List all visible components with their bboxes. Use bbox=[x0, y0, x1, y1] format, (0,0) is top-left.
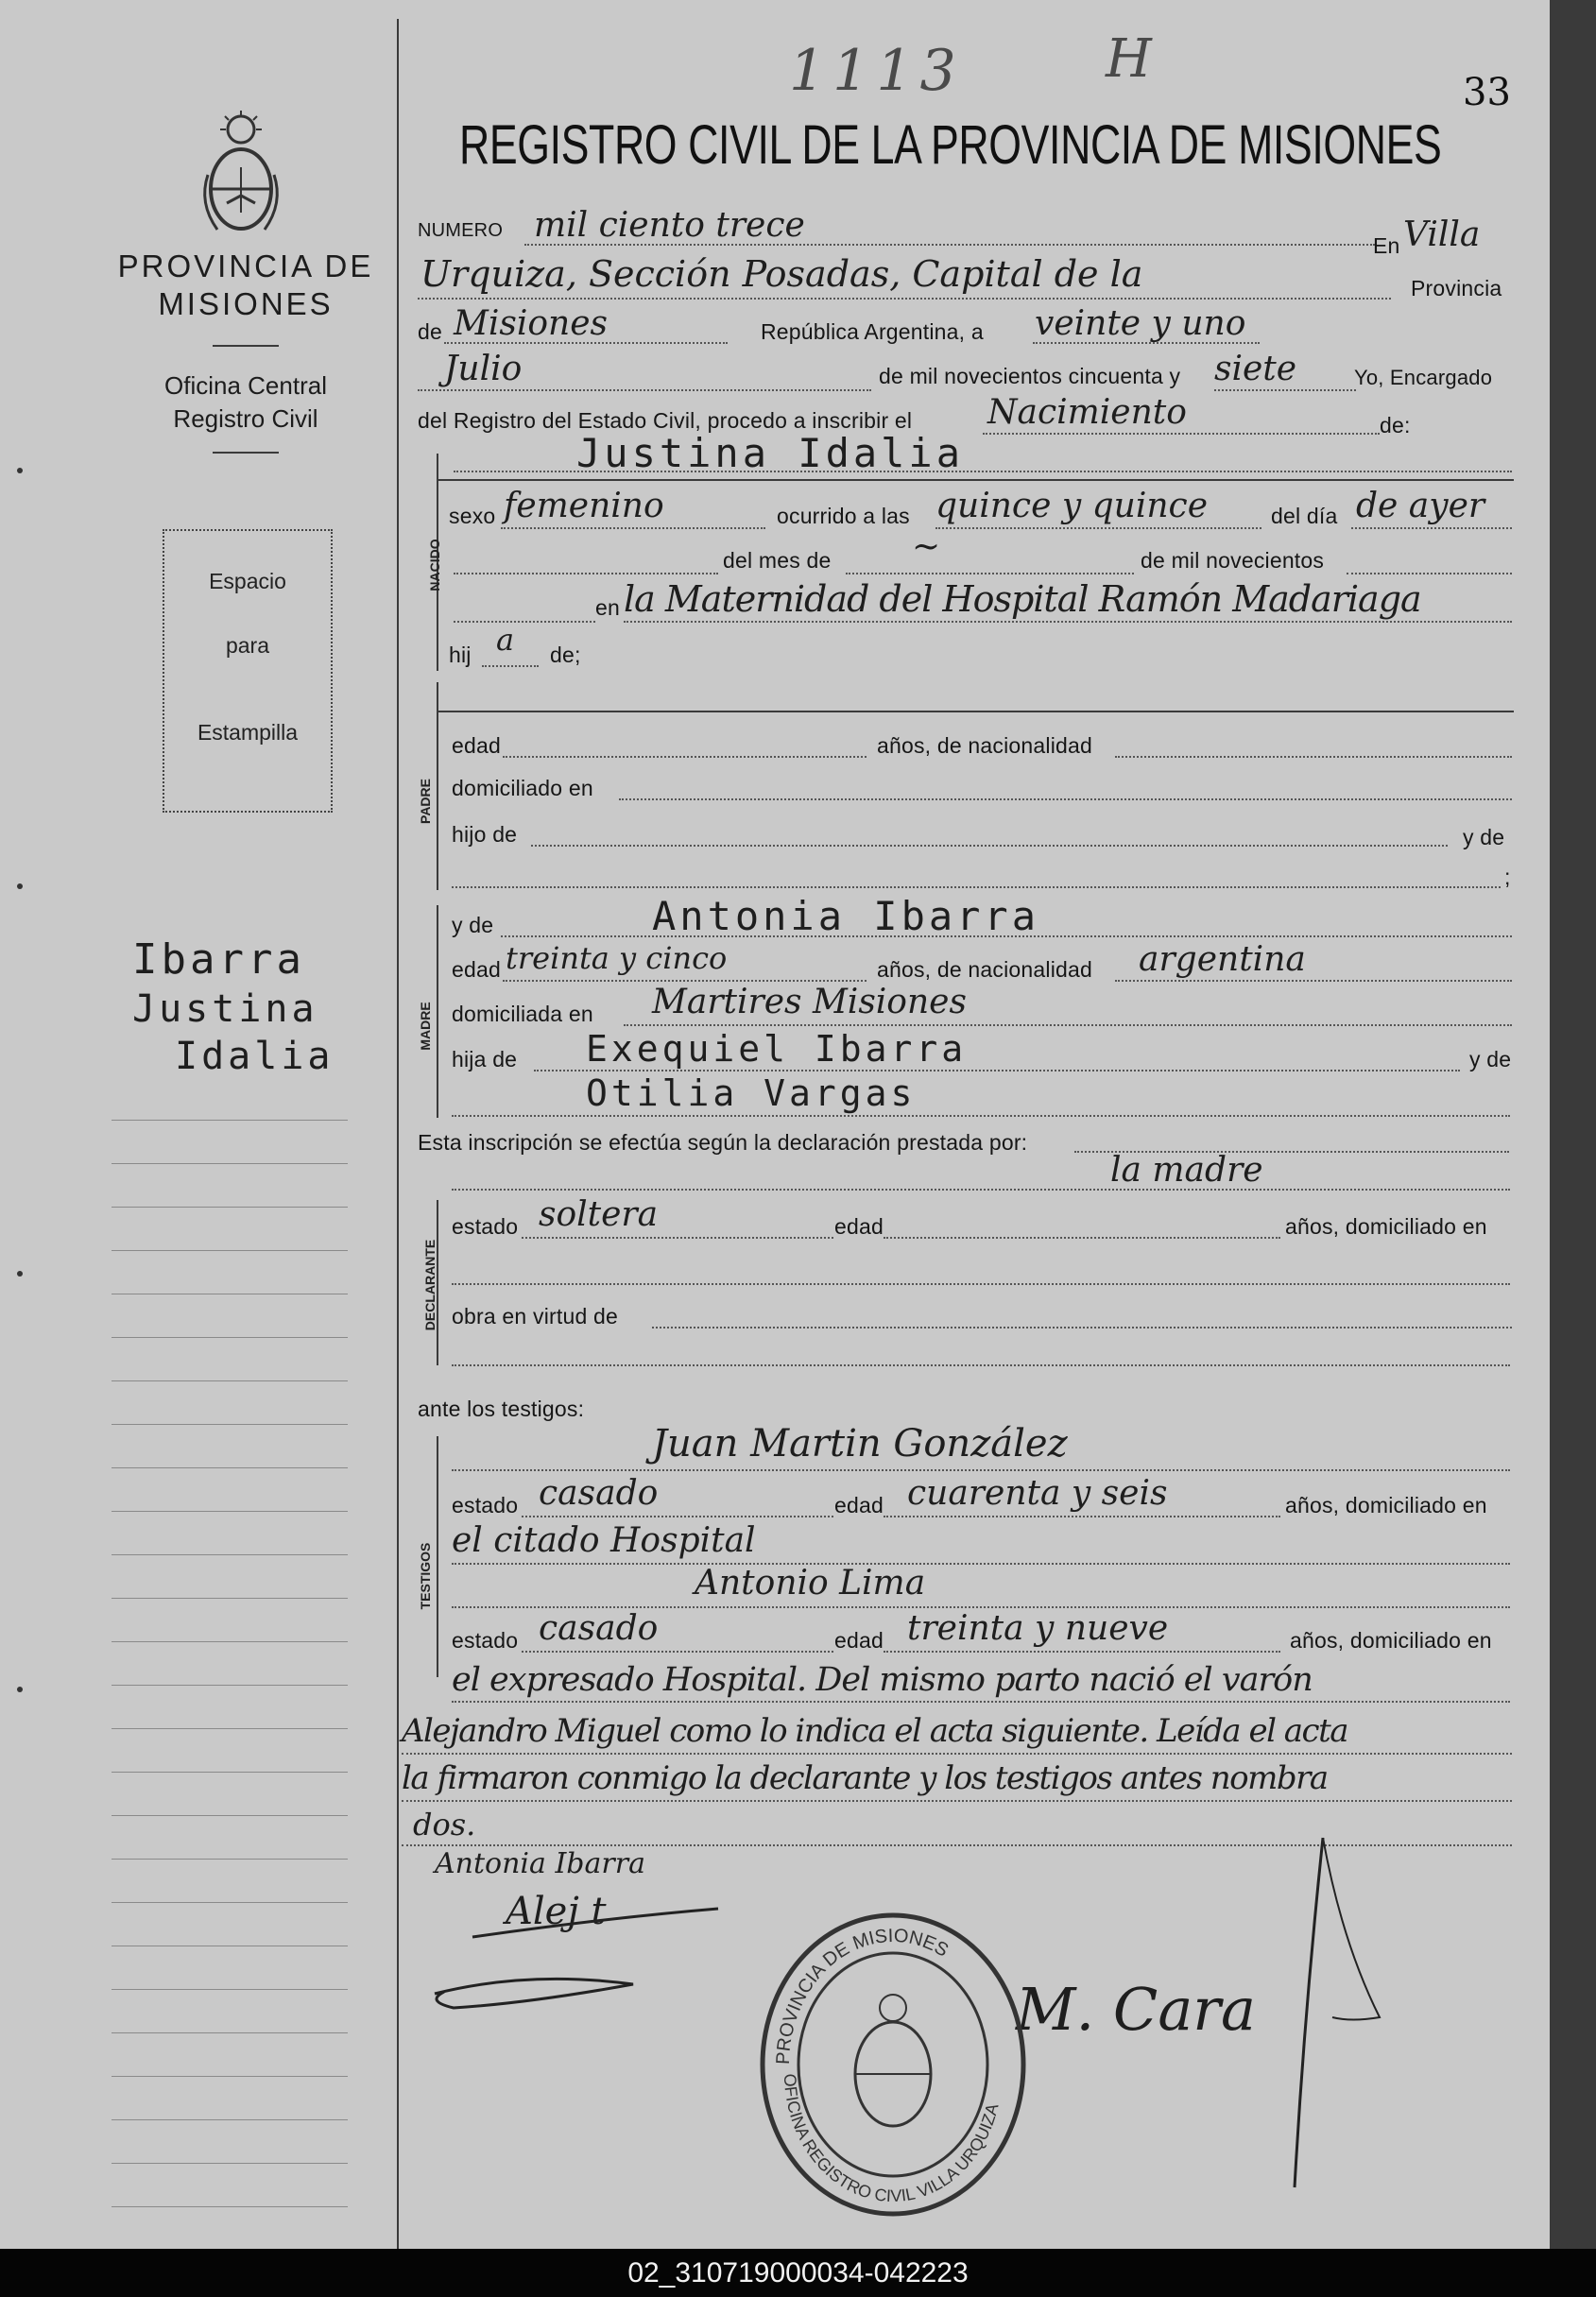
margin-rule bbox=[112, 1424, 348, 1425]
madre-section-label: MADRE bbox=[418, 1002, 433, 1051]
rule bbox=[1115, 756, 1512, 758]
margin-rule bbox=[112, 1207, 348, 1208]
hora-value: quince y quince bbox=[935, 487, 1209, 525]
margin-rule bbox=[112, 1554, 348, 1555]
rule bbox=[452, 1606, 1510, 1608]
signature-flourish bbox=[416, 1880, 794, 2031]
section-top-rule bbox=[437, 479, 1514, 481]
rule bbox=[522, 1237, 833, 1239]
republica-label: República Argentina, a bbox=[761, 319, 984, 344]
margin-rule bbox=[112, 1467, 348, 1468]
section-top-rule bbox=[437, 711, 1514, 712]
stamp-box-line3: Estampilla bbox=[197, 720, 299, 745]
section-bracket bbox=[437, 682, 438, 890]
birthplace-value: la Maternidad del Hospital Ramón Madariaga bbox=[624, 578, 1421, 620]
witness1-domicilio: el citado Hospital bbox=[452, 1521, 756, 1560]
madre-domicilio-label: domiciliada en bbox=[452, 1002, 593, 1026]
witness2-edad-value: treinta y nueve bbox=[907, 1609, 1169, 1648]
binding-mark bbox=[17, 1687, 23, 1692]
note-line1: Alejandro Miguel como lo indica el acta siguiente. Leída el acta bbox=[402, 1712, 1348, 1750]
month-value: Julio bbox=[444, 350, 523, 388]
padre-hijo-label: hijo de bbox=[452, 822, 518, 847]
rule bbox=[652, 1327, 1512, 1328]
rule bbox=[846, 573, 1134, 574]
dia-label: del día bbox=[1271, 504, 1338, 528]
binding-mark bbox=[17, 883, 23, 889]
rule bbox=[452, 1364, 1510, 1366]
column-divider bbox=[397, 19, 399, 2249]
madre-yde-label: y de bbox=[452, 913, 494, 937]
madre-hija-label: hija de bbox=[452, 1047, 518, 1071]
witness2-estado-label: estado bbox=[452, 1628, 519, 1653]
margin-rule bbox=[112, 2076, 348, 2077]
encargado-label: Yo, Encargado bbox=[1354, 366, 1493, 389]
margin-rule bbox=[112, 1902, 348, 1903]
document-title: REGISTRO CIVIL DE LA PROVINCIA DE MISIONES bbox=[459, 114, 1442, 176]
rule bbox=[402, 1753, 1512, 1755]
margin-rule bbox=[112, 2119, 348, 2120]
rule bbox=[624, 621, 1512, 623]
margin-rule bbox=[112, 2206, 348, 2207]
rule bbox=[983, 433, 1380, 435]
madre-edad-label: edad bbox=[452, 957, 501, 982]
signature-stroke bbox=[1247, 1828, 1417, 2206]
witness1-edad-label: edad bbox=[834, 1493, 884, 1517]
witness2-edad-label: edad bbox=[834, 1628, 884, 1653]
en-value: Villa bbox=[1403, 215, 1481, 254]
mes-label: del mes de bbox=[723, 548, 832, 573]
signature-mother: Antonia Ibarra bbox=[435, 1847, 645, 1880]
margin-rule bbox=[112, 1250, 348, 1251]
rule bbox=[452, 1115, 1510, 1117]
margin-given-name: Justina bbox=[132, 987, 318, 1031]
province-heading: PROVINCIA DE MISIONES bbox=[117, 249, 374, 321]
padre-semicolon: ; bbox=[1504, 865, 1511, 889]
witness1-edad-value: cuarenta y seis bbox=[907, 1474, 1168, 1513]
handwritten-record-number: 1113 bbox=[789, 38, 964, 104]
section-bracket bbox=[437, 1436, 438, 1677]
hij-label: hij bbox=[449, 643, 472, 667]
office-line2: Registro Civil bbox=[173, 404, 318, 433]
rule bbox=[454, 621, 595, 623]
handwritten-letter: H bbox=[1106, 28, 1152, 90]
madre-domicilio-value: Martires Misiones bbox=[652, 983, 967, 1021]
rule bbox=[935, 527, 1261, 529]
rule bbox=[501, 527, 765, 529]
madre-mother-name: Otilia Vargas bbox=[586, 1072, 917, 1114]
sexo-label: sexo bbox=[449, 504, 496, 528]
witness2-estado-value: casado bbox=[539, 1609, 659, 1648]
margin-rule bbox=[112, 1685, 348, 1686]
rule bbox=[503, 756, 867, 758]
date-value: veinte y uno bbox=[1035, 304, 1246, 343]
margin-rule bbox=[112, 1337, 348, 1338]
rule bbox=[884, 1651, 1280, 1653]
rule bbox=[482, 665, 539, 667]
provincia-label: Provincia bbox=[1411, 276, 1502, 300]
signature-witness: Alej t bbox=[506, 1890, 607, 1933]
madre-father-name: Exequiel Ibarra bbox=[586, 1028, 968, 1070]
ocurrido-label: ocurrido a las bbox=[777, 504, 910, 528]
rule bbox=[619, 798, 1512, 800]
margin-surname: Ibarra bbox=[132, 935, 305, 984]
year-value: siete bbox=[1214, 350, 1297, 388]
witness2-name: Antonio Lima bbox=[695, 1564, 926, 1603]
declaracion-intro: Esta inscripción se efectúa según la declaración prestada por: bbox=[418, 1130, 1028, 1155]
margin-rule bbox=[112, 1380, 348, 1381]
padre-anios-label: años, de nacionalidad bbox=[877, 733, 1092, 758]
padre-section-label: PADRE bbox=[418, 779, 433, 824]
page-edge bbox=[1550, 0, 1596, 2249]
official-seal bbox=[756, 1909, 1030, 2220]
rule bbox=[452, 1469, 1510, 1471]
rule bbox=[522, 1516, 833, 1517]
rule bbox=[884, 1516, 1280, 1517]
rule bbox=[452, 1283, 1510, 1285]
margin-rule bbox=[112, 1815, 348, 1816]
rule bbox=[624, 1024, 1512, 1026]
signature-officer: M. Cara bbox=[1016, 1975, 1256, 2044]
rule bbox=[454, 573, 718, 574]
madre-nacionalidad: argentina bbox=[1139, 940, 1306, 979]
madre-anios-label: años, de nacionalidad bbox=[877, 957, 1092, 982]
hij-suffix: de; bbox=[550, 643, 581, 667]
section-bracket bbox=[437, 905, 438, 1118]
page-number: 33 bbox=[1463, 71, 1511, 114]
mes-value: ~ bbox=[912, 527, 941, 566]
coat-of-arms-emblem bbox=[194, 109, 288, 241]
separator bbox=[213, 452, 279, 454]
witness2-anios-label: años, domiciliado en bbox=[1290, 1628, 1492, 1653]
margin-rule bbox=[112, 1859, 348, 1860]
numero-value: mil ciento trece bbox=[534, 206, 805, 245]
registro-value: Nacimiento bbox=[987, 393, 1187, 432]
rule bbox=[522, 1651, 833, 1653]
scan-code: 02_310719000034-042223 bbox=[0, 2249, 1596, 2297]
rule bbox=[531, 845, 1448, 847]
witness1-estado-label: estado bbox=[452, 1493, 519, 1517]
rule bbox=[1347, 573, 1512, 574]
margin-rule bbox=[112, 1728, 348, 1729]
rule bbox=[1115, 980, 1512, 982]
padre-edad-label: edad bbox=[452, 733, 501, 758]
declarante-value: la madre bbox=[1110, 1151, 1263, 1190]
declarante-estado-value: soltera bbox=[539, 1195, 659, 1234]
note-line2: la firmaron conmigo la declarante y los testigos antes nombra bbox=[402, 1759, 1328, 1797]
binding-mark bbox=[17, 468, 23, 473]
stamp-box-line1: Espacio bbox=[209, 569, 286, 593]
rule bbox=[534, 1070, 1460, 1071]
note-line3: dos. bbox=[413, 1807, 476, 1843]
margin-rule bbox=[112, 1163, 348, 1164]
margin-middle-name: Idalia bbox=[175, 1035, 335, 1078]
witness1-name: Juan Martin González bbox=[652, 1422, 1068, 1466]
de2-label: de: bbox=[1380, 413, 1411, 437]
declarante-estado-label: estado bbox=[452, 1214, 519, 1239]
numero-label: NUMERO bbox=[418, 220, 504, 241]
stamp-box-line2: para bbox=[225, 633, 270, 658]
margin-rule bbox=[112, 2163, 348, 2164]
testigos-intro: ante los testigos: bbox=[418, 1397, 585, 1421]
margin-rule bbox=[112, 1641, 348, 1642]
dia-value: de ayer bbox=[1356, 487, 1485, 525]
rule bbox=[1351, 527, 1512, 529]
margin-rule bbox=[112, 2032, 348, 2033]
margin-rule bbox=[112, 1772, 348, 1773]
rule bbox=[452, 1189, 1510, 1191]
declarante-edad-label: edad bbox=[834, 1214, 884, 1239]
seal-bottom-text: OFICINA REGISTRO CIVIL VILLA URQUIZA bbox=[780, 2073, 1003, 2206]
rule bbox=[452, 1563, 1510, 1565]
registro-label: del Registro del Estado Civil, procedo a inscribir el bbox=[418, 408, 913, 433]
nacido-section-label: NACIDO bbox=[427, 539, 442, 591]
year-label: de mil novecientos cincuenta y bbox=[879, 364, 1181, 388]
margin-rule bbox=[112, 1511, 348, 1512]
witness1-anios-label: años, domiciliado en bbox=[1285, 1493, 1487, 1517]
rule bbox=[884, 1237, 1280, 1239]
padre-domicilio-label: domiciliado en bbox=[452, 776, 593, 800]
witness2-domicilio: el expresado Hospital. Del mismo parto nació el varón bbox=[452, 1661, 1313, 1699]
declarante-anios-label: años, domiciliado en bbox=[1285, 1214, 1487, 1239]
rule bbox=[1214, 389, 1356, 391]
stamp-box bbox=[163, 529, 333, 813]
rule bbox=[418, 389, 871, 391]
de-label: de bbox=[418, 319, 442, 344]
anio-label: de mil novecientos bbox=[1141, 548, 1325, 573]
place-value: Urquiza, Sección Posadas, Capital de la bbox=[420, 253, 1143, 295]
rule bbox=[418, 298, 1391, 300]
margin-rule bbox=[112, 1989, 348, 1990]
madre-yde2-label: y de bbox=[1469, 1047, 1512, 1071]
madre-name: Antonia Ibarra bbox=[652, 893, 1040, 939]
witness1-estado-value: casado bbox=[539, 1474, 659, 1513]
seal-top-text: PROVINCIA DE MISIONES bbox=[772, 1925, 952, 2066]
separator bbox=[213, 345, 279, 347]
margin-rule bbox=[112, 1598, 348, 1599]
nacido-en-label: en bbox=[595, 595, 620, 620]
margin-rule bbox=[112, 1120, 348, 1121]
rule bbox=[452, 886, 1501, 888]
de-value: Misiones bbox=[454, 304, 609, 343]
binding-mark bbox=[17, 1271, 23, 1277]
rule bbox=[452, 1701, 1510, 1703]
declarante-section-label: DECLARANTE bbox=[422, 1239, 438, 1331]
declarante-obra-label: obra en virtud de bbox=[452, 1304, 619, 1328]
sexo-value: femenino bbox=[504, 487, 664, 525]
registrant-name: Justina Idalia bbox=[576, 430, 965, 476]
madre-edad-value: treinta y cinco bbox=[506, 940, 728, 976]
office-line1: Oficina Central bbox=[164, 371, 327, 400]
rule bbox=[402, 1800, 1512, 1802]
rule bbox=[503, 980, 867, 982]
en-label: En bbox=[1373, 233, 1400, 258]
hij-value: a bbox=[496, 622, 515, 658]
padre-yde-label: y de bbox=[1463, 825, 1505, 849]
testigos-section-label: TESTIGOS bbox=[418, 1542, 433, 1610]
